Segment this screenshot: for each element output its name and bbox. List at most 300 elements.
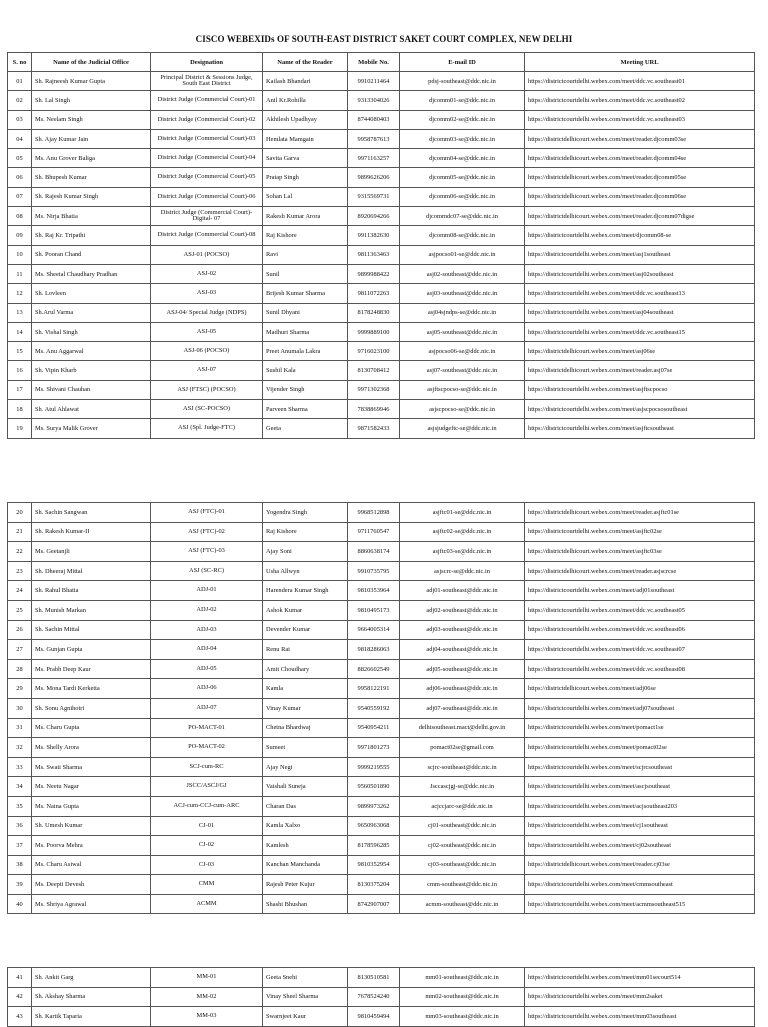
meeting-url-cell[interactable]: https://districtdelhicourt.webex.com/meet/reader.djcomm07digse: [525, 207, 755, 226]
sno-cell: 43: [8, 1007, 32, 1027]
sno-cell: 13: [8, 303, 32, 322]
sno-cell: 03: [8, 110, 32, 129]
sno-cell: 18: [8, 400, 32, 419]
reader-cell: Akhilesh Upadhyay: [263, 110, 348, 129]
meeting-url-cell[interactable]: https://districtcourtdelhi.webex.com/meet/mm01secourt514: [525, 968, 755, 988]
meeting-url-cell[interactable]: https://districtcourtdelhi.webex.com/meet/asjftc02se: [525, 522, 755, 542]
email-cell[interactable]: asj02-southeast@ddc.nic.in: [400, 264, 525, 283]
email-cell[interactable]: asj04sjndps-se@ddc.nic.in: [400, 303, 525, 322]
table-row: [8, 600, 755, 620]
sno-cell: 10: [8, 245, 32, 264]
designation-cell: ACMM: [151, 894, 263, 914]
designation-cell: ASJ (FTC)-01: [151, 503, 263, 523]
email-cell[interactable]: asjftc03-se@ddc.nic.in: [400, 542, 525, 562]
table-row: [8, 777, 755, 797]
meeting-url-cell[interactable]: https://districtcourtdelhi.webex.com/meet/acjsoutheast203: [525, 796, 755, 816]
mobile-cell: 9958787613: [348, 129, 400, 148]
sno-cell: 23: [8, 561, 32, 581]
reader-cell: Ajay Negi: [263, 757, 348, 777]
sno-cell: 26: [8, 620, 32, 640]
reader-cell: Sushil Kala: [263, 361, 348, 380]
reader-cell: Renu Rai: [263, 640, 348, 660]
table-row: [8, 987, 755, 1007]
designation-cell: ASJ-04/ Special Judge (NDPS): [151, 303, 263, 322]
designation-cell: ASJ (FTC)-02: [151, 522, 263, 542]
meeting-url-cell[interactable]: https://districtcourtdelhi.webex.com/meet/ddc.vc.southeast13: [525, 284, 755, 303]
header-reader: Name of the Reader: [263, 53, 348, 72]
meeting-url-cell[interactable]: https://districtcourtdelhi.webex.com/meet/asj04southeast: [525, 303, 755, 322]
meeting-url-cell[interactable]: https://districtdelhicourt.webex.com/meet/reader.djcomm06se: [525, 187, 755, 206]
email-cell[interactable]: asjftscpocso-se@ddc.nic.in: [400, 380, 525, 399]
email-cell[interactable]: cj02-southeast@ddc.nic.in: [400, 836, 525, 856]
judicial-officer-cell: Ms. Poorva Mehra: [32, 836, 151, 856]
mobile-cell: 9664005314: [348, 620, 400, 640]
reader-cell: Devender Kumar: [263, 620, 348, 640]
designation-cell: District Judge (Commercial Court)-06: [151, 187, 263, 206]
designation-cell: ASJ-03: [151, 284, 263, 303]
sno-cell: 12: [8, 284, 32, 303]
sno-cell: 33: [8, 757, 32, 777]
table-row: [8, 380, 755, 399]
sno-cell: 02: [8, 91, 32, 110]
judicial-officer-cell: Ms. Mona Tardi Kerketta: [32, 679, 151, 699]
email-cell[interactable]: djcomm03-se@ddc.nic.in: [400, 129, 525, 148]
designation-cell: CJ-02: [151, 836, 263, 856]
meeting-url-cell[interactable]: https://districtdelhicourt.webex.com/meet/reader.djcomm04se: [525, 149, 755, 168]
designation-cell: District Judge (Commercial Court)-01: [151, 91, 263, 110]
judicial-officer-cell: Ms. Shivani Chauhan: [32, 380, 151, 399]
judicial-officer-cell: Sh. Raj Kr. Tripathi: [32, 226, 151, 245]
email-cell[interactable]: djcomm04-se@ddc.nic.in: [400, 149, 525, 168]
table-row: [8, 284, 755, 303]
reader-cell: Vaishali Suneja: [263, 777, 348, 797]
designation-cell: District Judge (Commercial Court)-04: [151, 149, 263, 168]
email-cell[interactable]: scjrc-southeast@ddc.nic.in: [400, 757, 525, 777]
meeting-url-cell[interactable]: https://districtdelhicourt.webex.com/meet/adj06se: [525, 679, 755, 699]
reader-cell: Savita Garva: [263, 149, 348, 168]
sno-cell: 29: [8, 679, 32, 699]
sno-cell: 32: [8, 738, 32, 758]
meeting-url-cell[interactable]: https://districtcourtdelhi.webex.com/meet/asjscpocsosoutheast: [525, 400, 755, 419]
judicial-officer-cell: Sh. Vipin Kharb: [32, 361, 151, 380]
email-cell[interactable]: asj03-southeast@ddc.nic.in: [400, 284, 525, 303]
judicial-officer-cell: Sh. Pooran Chand: [32, 245, 151, 264]
table-row: [8, 522, 755, 542]
mobile-cell: 9968512898: [348, 503, 400, 523]
email-cell[interactable]: mm01-southeast@ddc.nic.in: [400, 968, 525, 988]
sno-cell: 11: [8, 264, 32, 283]
designation-cell: District Judge (Commercial Court)- Digital- 07: [151, 207, 263, 226]
sno-cell: 30: [8, 698, 32, 718]
table-row: [8, 149, 755, 168]
meeting-url-cell[interactable]: https://districtcourtdelhi.webex.com/meet/ascjsoutheast: [525, 777, 755, 797]
reader-cell: Vinay Sheel Sharma: [263, 987, 348, 1007]
table-row: [8, 72, 755, 91]
mobile-cell: 9810353964: [348, 581, 400, 601]
designation-cell: ASJ-06 (POCSO): [151, 342, 263, 361]
meeting-url-cell[interactable]: https://districtdelhicourt.webex.com/meet/asj06se: [525, 342, 755, 361]
email-cell[interactable]: mm03-southeast@ddc.nic.in: [400, 1007, 525, 1027]
meeting-url-cell[interactable]: https://districtcourtdelhi.webex.com/meet/asjftscpocso: [525, 380, 755, 399]
designation-cell: District Judge (Commercial Court)-03: [151, 129, 263, 148]
designation-cell: CJ-03: [151, 855, 263, 875]
email-cell[interactable]: djcomm02-se@ddc.nic.in: [400, 110, 525, 129]
table-row: [8, 620, 755, 640]
judicial-officer-cell: Sh. Vishal Singh: [32, 322, 151, 341]
mobile-cell: 9999889100: [348, 322, 400, 341]
table-row: [8, 796, 755, 816]
email-cell[interactable]: Jsccascjgj-se@ddc.nic.in: [400, 777, 525, 797]
judicial-officer-cell: Sh. Lal Singh: [32, 91, 151, 110]
table-row: [8, 226, 755, 245]
meeting-url-cell[interactable]: https://districtcourtdelhi.webex.com/meet/ddc.vc.southeast02: [525, 91, 755, 110]
email-cell[interactable]: asjftc02-se@ddc.nic.in: [400, 522, 525, 542]
table-row: [8, 419, 755, 438]
table-row: [8, 718, 755, 738]
meeting-url-cell[interactable]: https://districtcourtdelhi.webex.com/meet/ddc.vc.southeast15: [525, 322, 755, 341]
judicial-officer-cell: Sh.Arul Varma: [32, 303, 151, 322]
meeting-url-cell[interactable]: https://districtdelhicourt.webex.com/meet/reader.asj07se: [525, 361, 755, 380]
meeting-url-cell[interactable]: https://districtcourtdelhi.webex.com/meet/ddc.vc.southeast08: [525, 659, 755, 679]
reader-cell: Raj Kishore: [263, 226, 348, 245]
judicial-officer-cell: Ms. Sheetal Chaudhary Pradhan: [32, 264, 151, 283]
table-row: [8, 503, 755, 523]
judicial-officer-cell: Sh. Rakesh Kumar-II: [32, 522, 151, 542]
judicial-officer-cell: Ms. Surya Malik Grover: [32, 419, 151, 438]
email-cell[interactable]: asjscpocso-se@ddc.nic.in: [400, 400, 525, 419]
sno-cell: 36: [8, 816, 32, 836]
judicial-officer-cell: Ms. Naina Gupta: [32, 796, 151, 816]
designation-cell: Principal District & Sessions Judge, South East District: [151, 72, 263, 91]
meeting-url-cell[interactable]: https://districtcourtdelhi.webex.com/meet/cj1southeast: [525, 816, 755, 836]
judicial-officer-cell: Ms. Charu Asiwal: [32, 855, 151, 875]
meeting-url-cell[interactable]: https://districtcourtdelhi.webex.com/meet/asj1southeast: [525, 245, 755, 264]
judicial-officer-cell: Ms. Nirja Bhatia: [32, 207, 151, 226]
mobile-cell: 8744080403: [348, 110, 400, 129]
email-cell[interactable]: asjftc01-se@ddc.nic.in: [400, 503, 525, 523]
judicial-officer-cell: Sh. Rajesh Kumar Singh: [32, 187, 151, 206]
reader-cell: Anil Kr.Rohilla: [263, 91, 348, 110]
meeting-url-cell[interactable]: https://districtdelhicourt.webex.com/meet/reader.cj03se: [525, 855, 755, 875]
reader-cell: Sunil: [263, 264, 348, 283]
designation-cell: ADJ-02: [151, 600, 263, 620]
email-cell[interactable]: cmm-southeast@ddc.nic.in: [400, 875, 525, 895]
email-cell[interactable]: adj07-southeast@ddc.nic.in: [400, 698, 525, 718]
sno-cell: 27: [8, 640, 32, 660]
email-cell[interactable]: delhisoutheast.mact@delhi.gov.in: [400, 718, 525, 738]
mobile-cell: 9871582433: [348, 419, 400, 438]
header-meeting-url: Meeting URL: [525, 53, 755, 72]
meeting-url-cell[interactable]: https://districtdelhicourt.webex.com/meet/reader.asjftc01se: [525, 503, 755, 523]
table-row: [8, 581, 755, 601]
judicial-officer-cell: Sh. Sonu Agnihotri: [32, 698, 151, 718]
meeting-url-cell[interactable]: https://districtcourtdelhi.webex.com/meet/adj07southeast: [525, 698, 755, 718]
judicial-officer-cell: Sh. Ankit Garg: [32, 968, 151, 988]
meeting-url-cell[interactable]: https://districtcourtdelhi.webex.com/meet/djcomm08-se: [525, 226, 755, 245]
sno-cell: 22: [8, 542, 32, 562]
table-row: [8, 129, 755, 148]
sno-cell: 16: [8, 361, 32, 380]
meeting-url-cell[interactable]: https://districtdelhicourt.webex.com/meet/reader.djcomm03se: [525, 129, 755, 148]
judicial-officer-cell: Sh. Atul Ahlawat: [32, 400, 151, 419]
sno-cell: 24: [8, 581, 32, 601]
mobile-cell: 8826602549: [348, 659, 400, 679]
designation-cell: MM-02: [151, 987, 263, 1007]
table-row: [8, 342, 755, 361]
reader-cell: Pratap Singh: [263, 168, 348, 187]
mobile-cell: 8742907007: [348, 894, 400, 914]
reader-cell: Yogendra Singh: [263, 503, 348, 523]
meeting-url-cell[interactable]: https://districtcourtdelhi.webex.com/meet/cj02southeast: [525, 836, 755, 856]
mobile-cell: 9899988422: [348, 264, 400, 283]
designation-cell: ASJ-02: [151, 264, 263, 283]
reader-cell: Preet Anumala Lakra: [263, 342, 348, 361]
meeting-url-cell[interactable]: https://districtcourtdelhi.webex.com/meet/ddc.vc.southeast03: [525, 110, 755, 129]
reader-cell: Rakesh Kumar Arora: [263, 207, 348, 226]
meeting-url-cell[interactable]: https://districtcourtdelhi.webex.com/meet/cmmsoutheast: [525, 875, 755, 895]
email-cell[interactable]: mm02-southeast@ddc.nic.in: [400, 987, 525, 1007]
table-row: [8, 264, 755, 283]
sno-cell: 08: [8, 207, 32, 226]
judicial-officer-cell: Sh. Lovleen: [32, 284, 151, 303]
reader-cell: Chetna Bhardwaj: [263, 718, 348, 738]
header-sno: S. no: [8, 53, 32, 72]
designation-cell: ASJ-01 (POCSO): [151, 245, 263, 264]
sno-cell: 14: [8, 322, 32, 341]
email-cell[interactable]: asjpocso01-se@ddc.nic.in: [400, 245, 525, 264]
meeting-url-cell[interactable]: https://districtcourtdelhi.webex.com/meet/ddc.vc.southeast07: [525, 640, 755, 660]
meeting-url-cell[interactable]: https://districtdelhicourt.webex.com/meet/reader.asjscrcse: [525, 561, 755, 581]
designation-cell: MM-01: [151, 968, 263, 988]
table-row: [8, 561, 755, 581]
reader-cell: Amit Choudhary: [263, 659, 348, 679]
reader-cell: Madhuri Sharma: [263, 322, 348, 341]
judicial-officer-cell: Ms. Anu Aggarwal: [32, 342, 151, 361]
judicial-officer-cell: Sh. Munish Markan: [32, 600, 151, 620]
sno-cell: 25: [8, 600, 32, 620]
mobile-cell: 9971801273: [348, 738, 400, 758]
reader-cell: Charan Das: [263, 796, 348, 816]
reader-cell: Sunil Dhyani: [263, 303, 348, 322]
meeting-url-cell[interactable]: https://districtdelhicourt.webex.com/meet/asjftc03se: [525, 542, 755, 562]
judicial-officer-cell: Sh. Sachin Mittal: [32, 620, 151, 640]
document-title: CISCO WEBEXIDs OF SOUTH-EAST DISTRICT SAKET COURT COMPLEX, NEW DELHI: [195, 34, 573, 44]
sno-cell: 35: [8, 796, 32, 816]
judicial-officer-cell: Sh. Kartik Taparia: [32, 1007, 151, 1027]
designation-cell: PO-MACT-02: [151, 738, 263, 758]
judicial-officer-cell: Ms. Geetanjli: [32, 542, 151, 562]
reader-cell: Vijender Singh: [263, 380, 348, 399]
sno-cell: 09: [8, 226, 32, 245]
mobile-cell: 9540559192: [348, 698, 400, 718]
reader-cell: Ashok Kumar: [263, 600, 348, 620]
judicial-officer-cell: Ms. Prabh Deep Kaur: [32, 659, 151, 679]
email-cell[interactable]: djcomm06-se@ddc.nic.in: [400, 187, 525, 206]
email-cell[interactable]: adj04-southeast@ddc.nic.in: [400, 640, 525, 660]
designation-cell: ASJ (FTC)-03: [151, 542, 263, 562]
email-cell[interactable]: asjscrc-se@ddc.nic.in: [400, 561, 525, 581]
email-cell[interactable]: acmm-southeast@ddc.nic.in: [400, 894, 525, 914]
judicial-officer-cell: Sh. Bhupesh Kumar: [32, 168, 151, 187]
mobile-cell: 9560501890: [348, 777, 400, 797]
judicial-officer-cell: Ms. Swati Sharma: [32, 757, 151, 777]
mobile-cell: 9971163257: [348, 149, 400, 168]
table-row: [8, 245, 755, 264]
judicial-officer-cell: Sh. Dheeraj Mittal: [32, 561, 151, 581]
email-cell[interactable]: djcomm05-se@ddc.nic.in: [400, 168, 525, 187]
table-row: [8, 968, 755, 988]
designation-cell: District Judge (Commercial Court)-05: [151, 168, 263, 187]
email-cell[interactable]: cj03-southeast@ddc.nic.in: [400, 855, 525, 875]
table-row: [8, 855, 755, 875]
email-cell[interactable]: adj05-southeast@ddc.nic.in: [400, 659, 525, 679]
judicial-officer-cell: Sh. Sachin Sangwan: [32, 503, 151, 523]
designation-cell: CMM: [151, 875, 263, 895]
judicial-officer-cell: Sh. Umesh Kumar: [32, 816, 151, 836]
email-cell[interactable]: asjsjudgeftc-se@ddc.nic.in: [400, 419, 525, 438]
email-cell[interactable]: acjccjarc-se@ddc.nic.in: [400, 796, 525, 816]
sno-cell: 04: [8, 129, 32, 148]
designation-cell: PO-MACT-01: [151, 718, 263, 738]
email-cell[interactable]: djcomm08-se@ddc.nic.in: [400, 226, 525, 245]
mobile-cell: 7678524240: [348, 987, 400, 1007]
judicial-officer-cell: Ms. Shriya Agrawal: [32, 894, 151, 914]
judicial-officer-cell: Sh. Akshay Sharma: [32, 987, 151, 1007]
judicial-officer-cell: Ms. Charu Gupta: [32, 718, 151, 738]
header-mobile: Mobile No.: [348, 53, 400, 72]
email-cell[interactable]: djcommdc07-se@ddc.nic.in: [400, 207, 525, 226]
designation-cell: ACJ-cum-CCJ-cum-ARC: [151, 796, 263, 816]
mobile-cell: 8130510581: [348, 968, 400, 988]
reader-cell: Ravi: [263, 245, 348, 264]
email-cell[interactable]: adj06-southeast@ddc.nic.in: [400, 679, 525, 699]
sno-cell: 31: [8, 718, 32, 738]
reader-cell: Sohan Lal: [263, 187, 348, 206]
meeting-url-cell[interactable]: https://districtcourtdelhi.webex.com/meet/asj02southeast: [525, 264, 755, 283]
meeting-url-cell[interactable]: https://districtcourtdelhi.webex.com/meet/adj01southeast: [525, 581, 755, 601]
judicial-officer-cell: Ms. Deepti Devesh: [32, 875, 151, 895]
reader-cell: Geeta Snehi: [263, 968, 348, 988]
meeting-url-cell[interactable]: https://districtcourtdelhi.webex.com/meet/acmmsoutheast515: [525, 894, 755, 914]
meeting-url-cell[interactable]: https://districtcourtdelhi.webex.com/meet/ddc.vc.southeast06: [525, 620, 755, 640]
mobile-cell: 9810352954: [348, 855, 400, 875]
email-cell[interactable]: pdsj-southeast@ddc.nic.in: [400, 72, 525, 91]
sno-cell: 05: [8, 149, 32, 168]
reader-cell: Raj Kishore: [263, 522, 348, 542]
judicial-officer-cell: Sh. Rahul Bhatia: [32, 581, 151, 601]
email-cell[interactable]: adj03-southeast@ddc.nic.in: [400, 620, 525, 640]
email-cell[interactable]: djcomm01-se@ddc.nic.in: [400, 91, 525, 110]
designation-cell: ADJ-01: [151, 581, 263, 601]
table-row: [8, 836, 755, 856]
reader-cell: Harendera Kumar Singh: [263, 581, 348, 601]
table-row: [8, 875, 755, 895]
table-row: [8, 698, 755, 718]
email-cell[interactable]: adj02-southeast@ddc.nic.in: [400, 600, 525, 620]
designation-cell: ASJ-07: [151, 361, 263, 380]
mobile-cell: 9313304026: [348, 91, 400, 110]
designation-cell: JSCC/ASCJ/GJ: [151, 777, 263, 797]
table-row: [8, 894, 755, 914]
mobile-cell: 9958122191: [348, 679, 400, 699]
email-cell[interactable]: cj01-southeast@ddc.nic.in: [400, 816, 525, 836]
email-cell[interactable]: adj01-southeast@ddc.nic.in: [400, 581, 525, 601]
sno-cell: 40: [8, 894, 32, 914]
mobile-cell: 9818286063: [348, 640, 400, 660]
meeting-url-cell[interactable]: https://districtcourtdelhi.webex.com/meet/asjftcsoutheast: [525, 419, 755, 438]
mobile-cell: 9971302368: [348, 380, 400, 399]
email-cell[interactable]: pomact02se@gmail.com: [400, 738, 525, 758]
mobile-cell: 9810459494: [348, 1007, 400, 1027]
meeting-url-cell[interactable]: https://districtcourtdelhi.webex.com/meet/pomact02se: [525, 738, 755, 758]
mobile-cell: 9910211464: [348, 72, 400, 91]
meeting-url-cell[interactable]: https://districtcourtdelhi.webex.com/meet/ddc.vc.southeast05: [525, 600, 755, 620]
designation-cell: ASJ (Spl. Judge-FTC): [151, 419, 263, 438]
webex-table-part-3: [7, 967, 755, 1027]
table-row: [8, 640, 755, 660]
designation-cell: ADJ-04: [151, 640, 263, 660]
sno-cell: 28: [8, 659, 32, 679]
table-header-row: [8, 53, 755, 72]
sno-cell: 38: [8, 855, 32, 875]
meeting-url-cell[interactable]: https://districtcourtdelhi.webex.com/meet/pomact1se: [525, 718, 755, 738]
table-row: [8, 361, 755, 380]
designation-cell: ASJ (SC-POCSO): [151, 400, 263, 419]
email-cell[interactable]: asjpocso06-se@ddc.nic.in: [400, 342, 525, 361]
reader-cell: Rajesh Peter Kujur: [263, 875, 348, 895]
mobile-cell: 9911382630: [348, 226, 400, 245]
sno-cell: 34: [8, 777, 32, 797]
meeting-url-cell[interactable]: https://districtcourtdelhi.webex.com/meet/mm2saket: [525, 987, 755, 1007]
sno-cell: 15: [8, 342, 32, 361]
designation-cell: ADJ-03: [151, 620, 263, 640]
mobile-cell: 9899973262: [348, 796, 400, 816]
table-row: [8, 168, 755, 187]
email-cell[interactable]: asj07-southeast@ddc.nic.in: [400, 361, 525, 380]
reader-cell: Kamlesh: [263, 836, 348, 856]
table-row: [8, 91, 755, 110]
meeting-url-cell[interactable]: https://districtcourtdelhi.webex.com/meet/scjrcsoutheast: [525, 757, 755, 777]
table-row: [8, 757, 755, 777]
reader-cell: Kamla: [263, 679, 348, 699]
designation-cell: ADJ-05: [151, 659, 263, 679]
sno-cell: 41: [8, 968, 32, 988]
designation-cell: ASJ-05: [151, 322, 263, 341]
sno-cell: 01: [8, 72, 32, 91]
meeting-url-cell[interactable]: https://districtdelhicourt.webex.com/meet/reader.djcomm05se: [525, 168, 755, 187]
meeting-url-cell[interactable]: https://districtcourtdelhi.webex.com/meet/ddc.vc.southeast01: [525, 72, 755, 91]
reader-cell: Kailash Bhandari: [263, 72, 348, 91]
designation-cell: District Judge (Commercial Court)-02: [151, 110, 263, 129]
judicial-officer-cell: Sh. Ajay Kumar Jain: [32, 129, 151, 148]
mobile-cell: 9540954211: [348, 718, 400, 738]
email-cell[interactable]: asj05-southeast@ddc.nic.in: [400, 322, 525, 341]
meeting-url-cell[interactable]: https://districtcourtdelhi.webex.com/meet/mm03southeast: [525, 1007, 755, 1027]
table-row: [8, 110, 755, 129]
header-email: E-mail ID: [400, 53, 525, 72]
reader-cell: Sumeet: [263, 738, 348, 758]
judicial-officer-cell: Ms. Anu Grover Baliga: [32, 149, 151, 168]
table-row: [8, 679, 755, 699]
reader-cell: Shashi Bhushan: [263, 894, 348, 914]
judicial-officer-cell: Sh. Rajneesh Kumar Gupta: [32, 72, 151, 91]
mobile-cell: 9810495173: [348, 600, 400, 620]
designation-cell: MM-03: [151, 1007, 263, 1027]
judicial-officer-cell: Ms. Gunjan Gupta: [32, 640, 151, 660]
table-row: [8, 322, 755, 341]
header-designation: Designation: [151, 53, 263, 72]
designation-cell: ADJ-07: [151, 698, 263, 718]
